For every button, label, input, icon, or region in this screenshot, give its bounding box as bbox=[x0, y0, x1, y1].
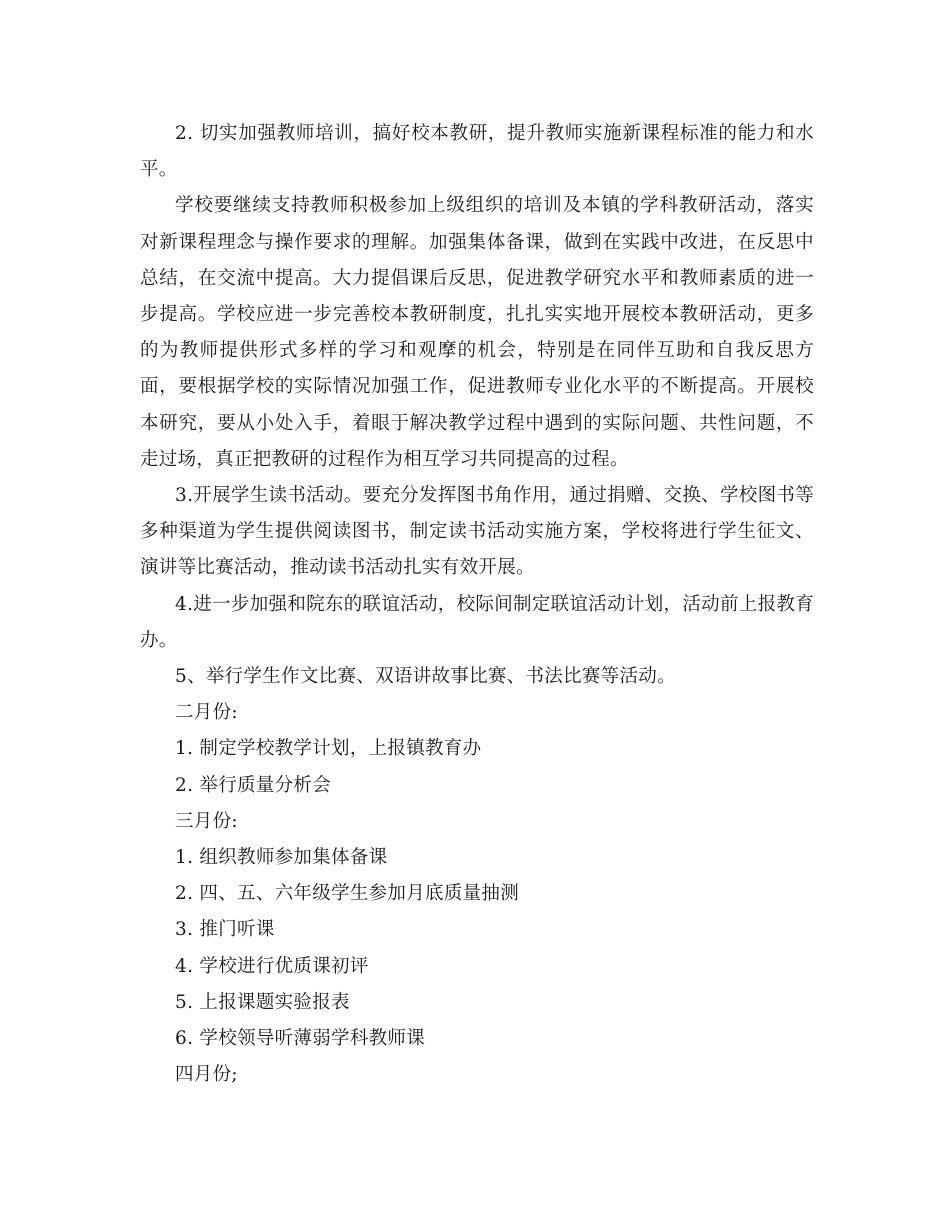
paragraph-competitions: 5、举行学生作文比赛、双语讲故事比赛、书法比赛等活动。 bbox=[175, 666, 676, 688]
march-heading: 三月份: bbox=[175, 810, 238, 832]
document-body bbox=[140, 116, 814, 1093]
paragraph-reading-activity: 3.开展学生读书活动。要充分发挥图书角作用，通过捐赠、交换、学校图书等多种渠道为学生提供阅读图书，制定读书活动实施方案，学校将进行学生征文、演讲等比赛活动，推动读书活动扎实有效开展。 bbox=[140, 485, 814, 579]
march-item: 1. 组织教师参加集体备课 bbox=[175, 847, 388, 869]
march-item: 4. 学校进行优质课初评 bbox=[175, 955, 369, 977]
march-item: 5. 上报课题实验报表 bbox=[175, 991, 350, 1013]
paragraph-friendship-activity: 4.进一步加强和院东的联谊活动，校际间制定联谊活动计划，活动前上报教育办。 bbox=[140, 593, 814, 651]
paragraph-teacher-training-heading: 2. 切实加强教师培训，搞好校本教研，提升教师实施新课程标准的能力和水平。 bbox=[140, 123, 814, 181]
march-item: 6. 学校领导听薄弱学科教师课 bbox=[175, 1028, 426, 1050]
march-item: 2. 四、五、六年级学生参加月底质量抽测 bbox=[175, 883, 520, 905]
march-item: 3. 推门听课 bbox=[175, 919, 275, 941]
february-heading: 二月份: bbox=[175, 702, 238, 724]
february-item: 1. 制定学校教学计划，上报镇教育办 bbox=[175, 738, 482, 760]
april-heading: 四月份; bbox=[175, 1064, 238, 1086]
february-item: 2. 举行质量分析会 bbox=[175, 774, 332, 796]
paragraph-teacher-training-body: 学校要继续支持教师积极参加上级组织的培训及本镇的学科教研活动，落实对新课程理念与操作要求的理解。加强集体备课，做到在实践中改进，在反思中总结，在交流中提高。大力提倡课后反思，促进教学研究水平和教师素质的进一步提高。学校应进一步完善校本教研制度，扎扎实实地开展校本教研活动，更多的为教师提供形式多样的学习和观摩的机会，特别是在同伴互助和自我反思方面，要根据学校的实际情况加强工作，促进教师专业化水平的不断提高。开展校本研究，要从小处入手，着眼于解决教学过程中遇到的实际问题、共性问题，不走过场，真正把教研的过程作为相互学习共同提高的过程。 bbox=[140, 195, 814, 470]
